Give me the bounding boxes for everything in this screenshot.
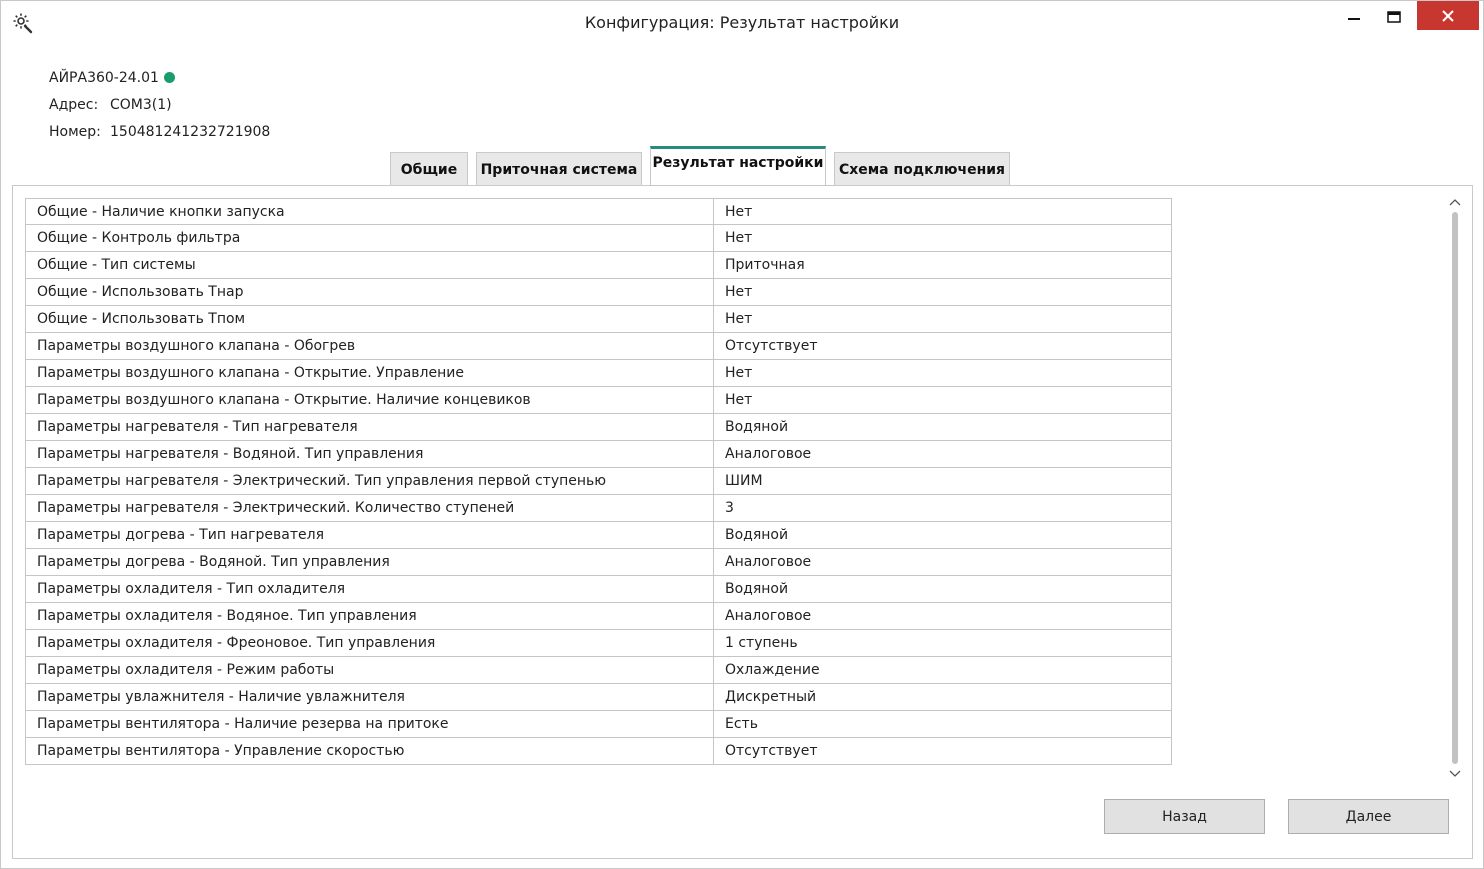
chevron-down-icon[interactable]: [1449, 768, 1461, 780]
window-title: Конфигурация: Результат настройки: [584, 13, 900, 32]
table-row[interactable]: [25, 576, 1172, 603]
tab-strip: [390, 146, 1018, 186]
table-row[interactable]: [25, 414, 1172, 441]
setting-name-cell: Параметры нагревателя - Водяной. Тип управления: [25, 441, 713, 468]
setting-value-cell: Водяной: [713, 522, 1172, 549]
device-number-row: [49, 124, 270, 140]
setting-name-cell: Параметры воздушного клапана - Открытие. Наличие концевиков: [25, 387, 713, 414]
table-row[interactable]: [25, 360, 1172, 387]
next-button[interactable]: Далее: [1288, 799, 1449, 834]
setting-name-cell: Общие - Контроль фильтра: [25, 225, 713, 252]
connection-status-dot: [164, 72, 175, 83]
setting-value-cell: Аналоговое: [713, 603, 1172, 630]
setting-name-cell: Параметры вентилятора - Управление скоростью: [25, 738, 713, 765]
setting-name-cell: Параметры нагревателя - Электрический. Тип управления первой ступенью: [25, 468, 713, 495]
setting-value-cell: Есть: [713, 711, 1172, 738]
setting-name-cell: Параметры нагревателя - Тип нагревателя: [25, 414, 713, 441]
setting-value-cell: Аналоговое: [713, 549, 1172, 576]
setting-name-cell: Параметры охладителя - Тип охладителя: [25, 576, 713, 603]
tab-setup-result[interactable]: Результат настройки: [650, 146, 826, 186]
table-row[interactable]: [25, 441, 1172, 468]
settings-grid[interactable]: [25, 198, 1172, 776]
setting-value-cell: Приточная: [713, 252, 1172, 279]
title-bar[interactable]: [1, 1, 1483, 45]
table-row[interactable]: [25, 225, 1172, 252]
setting-value-cell: Дискретный: [713, 684, 1172, 711]
setting-value-cell: 3: [713, 495, 1172, 522]
close-icon: [1441, 9, 1455, 23]
setting-name-cell: Параметры охладителя - Режим работы: [25, 657, 713, 684]
table-row[interactable]: [25, 252, 1172, 279]
setting-value-cell: Нет: [713, 198, 1172, 225]
table-row[interactable]: [25, 279, 1172, 306]
address-label: Адрес:: [49, 97, 99, 113]
table-row[interactable]: [25, 468, 1172, 495]
setting-value-cell: Отсутствует: [713, 333, 1172, 360]
minimize-icon: [1348, 11, 1360, 23]
setting-value-cell: Отсутствует: [713, 738, 1172, 765]
setting-value-cell: Нет: [713, 387, 1172, 414]
setting-value-cell: Аналоговое: [713, 441, 1172, 468]
device-name-row: [49, 70, 175, 86]
device-name: АЙРА360-24.01: [49, 70, 159, 86]
setting-name-cell: Общие - Тип системы: [25, 252, 713, 279]
table-row[interactable]: [25, 549, 1172, 576]
chevron-up-icon[interactable]: [1449, 196, 1461, 208]
scrollbar-thumb[interactable]: [1452, 212, 1458, 764]
setting-value-cell: Водяной: [713, 414, 1172, 441]
tab-connection-diagram[interactable]: Схема подключения: [834, 152, 1010, 186]
table-row[interactable]: [25, 657, 1172, 684]
address-value: COM3(1): [110, 97, 172, 113]
table-row[interactable]: [25, 522, 1172, 549]
table-row[interactable]: [25, 333, 1172, 360]
table-row[interactable]: [25, 495, 1172, 522]
setting-value-cell: ШИМ: [713, 468, 1172, 495]
setting-value-cell: Нет: [713, 279, 1172, 306]
setting-name-cell: Параметры воздушного клапана - Открытие. Управление: [25, 360, 713, 387]
setting-name-cell: Параметры охладителя - Водяное. Тип управления: [25, 603, 713, 630]
close-button[interactable]: [1417, 1, 1479, 30]
maximize-button[interactable]: [1371, 1, 1417, 33]
setting-name-cell: Общие - Использовать Тпом: [25, 306, 713, 333]
table-row[interactable]: [25, 684, 1172, 711]
setting-name-cell: Параметры увлажнителя - Наличие увлажнителя: [25, 684, 713, 711]
setting-value-cell: Водяной: [713, 576, 1172, 603]
table-row[interactable]: [25, 603, 1172, 630]
tab-supply-system[interactable]: Приточная система: [476, 152, 642, 186]
setting-name-cell: Параметры нагревателя - Электрический. Количество ступеней: [25, 495, 713, 522]
device-address-row: [49, 97, 172, 113]
setting-value-cell: Охлаждение: [713, 657, 1172, 684]
number-label: Номер:: [49, 124, 101, 140]
table-row[interactable]: [25, 630, 1172, 657]
setting-name-cell: Общие - Использовать Тнар: [25, 279, 713, 306]
setting-value-cell: Нет: [713, 360, 1172, 387]
setting-value-cell: Нет: [713, 306, 1172, 333]
number-value: 150481241232721908: [110, 124, 271, 140]
table-row[interactable]: [25, 198, 1172, 225]
back-button[interactable]: Назад: [1104, 799, 1265, 834]
setting-name-cell: Параметры охладителя - Фреоновое. Тип управления: [25, 630, 713, 657]
table-row[interactable]: [25, 387, 1172, 414]
setting-name-cell: Параметры догрева - Тип нагревателя: [25, 522, 713, 549]
setting-name-cell: Параметры воздушного клапана - Обогрев: [25, 333, 713, 360]
setting-name-cell: Общие - Наличие кнопки запуска: [25, 198, 713, 225]
tab-general[interactable]: Общие: [390, 152, 468, 186]
setting-value-cell: 1 ступень: [713, 630, 1172, 657]
setting-name-cell: Параметры догрева - Водяной. Тип управления: [25, 549, 713, 576]
table-row[interactable]: [25, 738, 1172, 765]
table-row[interactable]: [25, 711, 1172, 738]
tab-content-panel: [12, 185, 1473, 859]
maximize-icon: [1387, 11, 1401, 23]
setting-name-cell: Параметры вентилятора - Наличие резерва на притоке: [25, 711, 713, 738]
table-row[interactable]: [25, 306, 1172, 333]
vertical-scrollbar[interactable]: [1447, 194, 1463, 780]
setting-value-cell: Нет: [713, 225, 1172, 252]
